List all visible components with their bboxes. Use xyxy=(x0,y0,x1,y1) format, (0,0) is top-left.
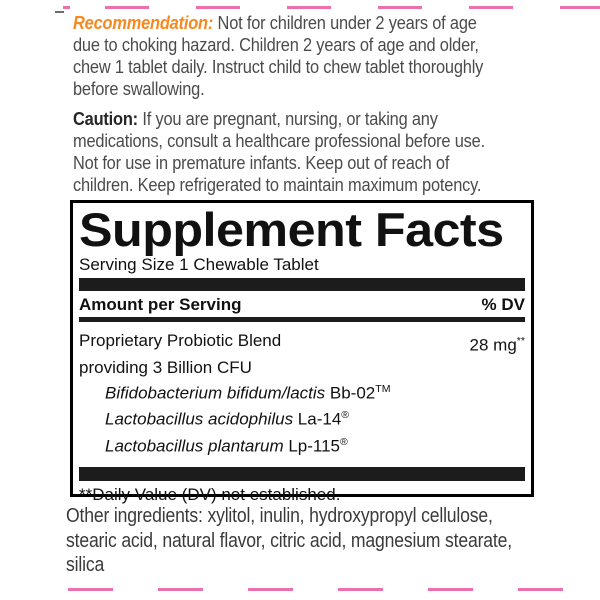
divider-bar-thick xyxy=(79,467,525,481)
caution-line xyxy=(73,108,485,130)
strain-latin-name: Bifidobacterium bifidum/lactis xyxy=(105,383,326,403)
caution-line: Not for use in premature infants. Keep out of reach of xyxy=(73,153,450,173)
other-ingredients-line: Other ingredients: xylitol, inulin, hydroxypropyl cellulose, xyxy=(66,505,493,527)
registration-tick-mark xyxy=(55,11,64,13)
caution-label: Caution: xyxy=(73,109,138,129)
strain-row xyxy=(79,378,525,405)
supplement-facts-panel xyxy=(70,200,534,504)
caution-text: If you are pregnant, nursing, or taking any xyxy=(142,109,438,129)
trim-dashed-line-top xyxy=(105,6,600,9)
recommendation-line: due to choking hazard. Children 2 years of age and older, xyxy=(73,35,479,55)
strain-code: Lp-115 xyxy=(288,436,341,456)
other-ingredients-paragraph xyxy=(66,504,512,578)
daily-value-footnote: **Daily Value (DV) not established. xyxy=(79,484,341,504)
blend-amount: 28 mg** xyxy=(469,335,525,355)
serving-size: Serving Size 1 Chewable Tablet xyxy=(79,255,319,274)
blend-amount-asterisks: ** xyxy=(516,335,525,347)
trim-dashed-line-bottom xyxy=(68,588,564,591)
percent-dv-header: % DV xyxy=(481,295,525,314)
strain-row xyxy=(79,431,525,458)
trim-dash-lead xyxy=(63,6,70,9)
blend-name: Proprietary Probiotic Blend xyxy=(79,331,282,350)
facts-header-row xyxy=(79,291,525,317)
other-ingredients-line: stearic acid, natural flavor, citric acid, magnesium stearate, xyxy=(66,529,512,552)
strain-registered-symbol: ® xyxy=(340,435,348,448)
caution-line: medications, consult a healthcare professional before use. xyxy=(73,131,485,151)
strain-trademark-symbol: TM xyxy=(375,382,391,395)
divider-bar-thick xyxy=(79,278,525,291)
recommendation-line: chew 1 tablet daily. Instruct child to chew tablet thoroughly xyxy=(73,57,484,77)
recommendation-label: Recommendation: xyxy=(73,13,214,33)
supplement-facts-title: Supplement Facts xyxy=(79,203,504,256)
other-ingredients-line: silica xyxy=(66,554,105,576)
amount-per-serving-header: Amount per Serving xyxy=(79,295,242,314)
caution-line: children. Keep refrigerated to maintain maximum potency. xyxy=(73,175,482,195)
caution-paragraph xyxy=(73,108,485,196)
recommendation-text: Not for children under 2 years of age xyxy=(217,13,477,33)
strain-code: La-14 xyxy=(297,409,342,429)
blend-row xyxy=(79,331,525,356)
recommendation-line xyxy=(73,12,483,34)
recommendation-line: before swallowing. xyxy=(73,79,205,99)
divider-bar-medium xyxy=(79,317,525,322)
strain-registered-symbol: ® xyxy=(341,409,350,422)
recommendation-paragraph xyxy=(73,12,483,100)
strain-latin-name: Lactobacillus plantarum xyxy=(105,436,284,456)
strain-code: Bb-02 xyxy=(329,383,376,403)
strain-latin-name: Lactobacillus acidophilus xyxy=(105,409,294,429)
blend-providing: providing 3 Billion CFU xyxy=(79,357,252,377)
strain-row xyxy=(79,404,525,431)
